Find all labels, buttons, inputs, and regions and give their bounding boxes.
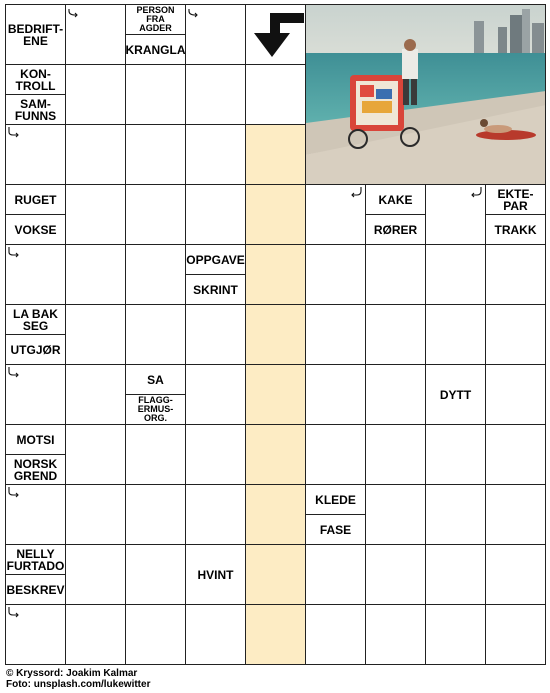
highlighted-answer-cell[interactable] xyxy=(245,364,306,425)
grid-cell[interactable] xyxy=(65,424,126,485)
grid-cell[interactable] xyxy=(125,604,186,665)
clue-hvint: HVINT xyxy=(197,567,234,582)
clue-motsi: MOTSI xyxy=(16,432,55,447)
grid-cell[interactable] xyxy=(185,184,246,245)
clue-fase: FASE xyxy=(319,522,352,537)
grid-cell[interactable] xyxy=(305,604,366,665)
grid-cell[interactable] xyxy=(185,604,246,665)
grid-cell[interactable] xyxy=(365,244,426,305)
grid-cell[interactable] xyxy=(305,424,366,485)
grid-cell[interactable] xyxy=(425,484,486,545)
grid-cell[interactable] xyxy=(65,604,126,665)
grid-cell[interactable] xyxy=(365,604,426,665)
highlighted-answer-cell[interactable] xyxy=(245,184,306,245)
grid-cell[interactable] xyxy=(125,244,186,305)
clue-flaggermus-org: FLAGG- ERMUS- ORG. xyxy=(137,395,174,423)
grid-cell[interactable] xyxy=(485,364,546,425)
grid-cell[interactable] xyxy=(425,304,486,365)
grid-cell[interactable] xyxy=(125,544,186,605)
grid-cell[interactable] xyxy=(365,484,426,545)
grid-cell[interactable] xyxy=(485,304,546,365)
clue-bedrift-ene: BEDRIFT- ENE xyxy=(7,21,64,48)
grid-cell[interactable] xyxy=(185,304,246,365)
hook-right-arrow-icon xyxy=(7,486,21,500)
clue-skrint: SKRINT xyxy=(193,282,238,297)
grid-cell[interactable] xyxy=(425,244,486,305)
grid-cell[interactable] xyxy=(305,364,366,425)
clue-krangla: KRANGLA xyxy=(126,42,185,57)
grid-cell[interactable] xyxy=(365,424,426,485)
clue-sa: SA xyxy=(147,372,164,387)
grid-cell[interactable] xyxy=(425,604,486,665)
grid-cell[interactable] xyxy=(65,304,126,365)
hook-right-arrow-icon xyxy=(7,366,21,380)
clue-person-fra-agder: PERSON FRA AGDER xyxy=(136,5,175,33)
credits-author: © Kryssord: Joakim Kalmar xyxy=(6,668,138,679)
hook-left-arrow-icon xyxy=(349,186,363,200)
grid-cell[interactable] xyxy=(185,484,246,545)
grid-cell[interactable] xyxy=(365,544,426,605)
grid-cell[interactable] xyxy=(425,544,486,605)
highlighted-answer-cell[interactable] xyxy=(245,484,306,545)
grid-cell[interactable] xyxy=(65,364,126,425)
grid-cell[interactable] xyxy=(65,244,126,305)
grid-cell[interactable] xyxy=(125,124,186,185)
clue-ektepar: EKTE- PAR xyxy=(497,186,534,213)
crossword-grid xyxy=(5,4,545,664)
grid-cell[interactable] xyxy=(185,364,246,425)
solution-start-cell xyxy=(245,4,306,65)
clue-kake: KAKE xyxy=(378,192,413,207)
clue-oppgave: OPPGAVE xyxy=(186,252,245,267)
credits-photo: Foto: unsplash.com/lukewitter xyxy=(6,679,151,690)
clue-ruget: RUGET xyxy=(14,192,57,207)
grid-cell[interactable] xyxy=(185,424,246,485)
grid-cell[interactable] xyxy=(485,484,546,545)
grid-cell[interactable] xyxy=(485,544,546,605)
grid-cell[interactable] xyxy=(485,244,546,305)
grid-cell[interactable] xyxy=(125,64,186,125)
photo-beach-vendor xyxy=(305,4,546,185)
clue-kontroll: KON- TROLL xyxy=(15,66,56,93)
grid-cell[interactable] xyxy=(305,304,366,365)
hook-right-arrow-icon xyxy=(7,246,21,260)
clue-la-bak-seg: LA BAK SEG xyxy=(13,306,58,333)
grid-cell[interactable] xyxy=(65,544,126,605)
clue-nelly-furtado: NELLY FURTADO xyxy=(6,546,65,573)
highlighted-answer-cell[interactable] xyxy=(245,604,306,665)
grid-cell[interactable] xyxy=(65,124,126,185)
grid-cell[interactable] xyxy=(365,364,426,425)
hook-down-arrow-icon xyxy=(67,7,81,21)
grid-cell[interactable] xyxy=(245,64,306,125)
grid-cell[interactable] xyxy=(485,424,546,485)
grid-cell[interactable] xyxy=(425,424,486,485)
hook-down-arrow-icon xyxy=(187,7,201,21)
clue-klede: KLEDE xyxy=(315,492,356,507)
grid-cell[interactable] xyxy=(65,484,126,545)
clue-rorer: RØRER xyxy=(373,222,418,237)
clue-trakk: TRAKK xyxy=(494,222,537,237)
highlighted-answer-cell[interactable] xyxy=(245,544,306,605)
clue-beskrev: BESKREV xyxy=(6,582,65,597)
credits xyxy=(6,668,150,690)
clue-dytt: DYTT xyxy=(439,387,472,402)
hook-right-arrow-icon xyxy=(7,126,21,140)
grid-cell[interactable] xyxy=(65,64,126,125)
grid-cell[interactable] xyxy=(65,184,126,245)
clue-samfunns: SAM- FUNNS xyxy=(14,96,57,123)
grid-cell[interactable] xyxy=(125,484,186,545)
clue-vokse: VOKSE xyxy=(14,222,57,237)
highlighted-answer-cell[interactable] xyxy=(245,304,306,365)
highlighted-answer-cell[interactable] xyxy=(245,244,306,305)
grid-cell[interactable] xyxy=(485,604,546,665)
hook-left-arrow-icon xyxy=(469,186,483,200)
photo-icon xyxy=(306,5,546,185)
grid-cell[interactable] xyxy=(125,184,186,245)
grid-cell[interactable] xyxy=(305,544,366,605)
grid-cell[interactable] xyxy=(125,304,186,365)
highlighted-answer-cell[interactable] xyxy=(245,124,306,185)
grid-cell[interactable] xyxy=(125,424,186,485)
hook-right-arrow-icon xyxy=(7,606,21,620)
grid-cell[interactable] xyxy=(365,304,426,365)
big-down-arrow-icon xyxy=(246,5,306,65)
clue-norsk-grend: NORSK GREND xyxy=(13,456,58,483)
grid-cell[interactable] xyxy=(185,124,246,185)
grid-cell[interactable] xyxy=(305,244,366,305)
clue-utgjor: UTGJØR xyxy=(10,342,61,357)
grid-cell[interactable] xyxy=(185,64,246,125)
highlighted-answer-cell[interactable] xyxy=(245,424,306,485)
